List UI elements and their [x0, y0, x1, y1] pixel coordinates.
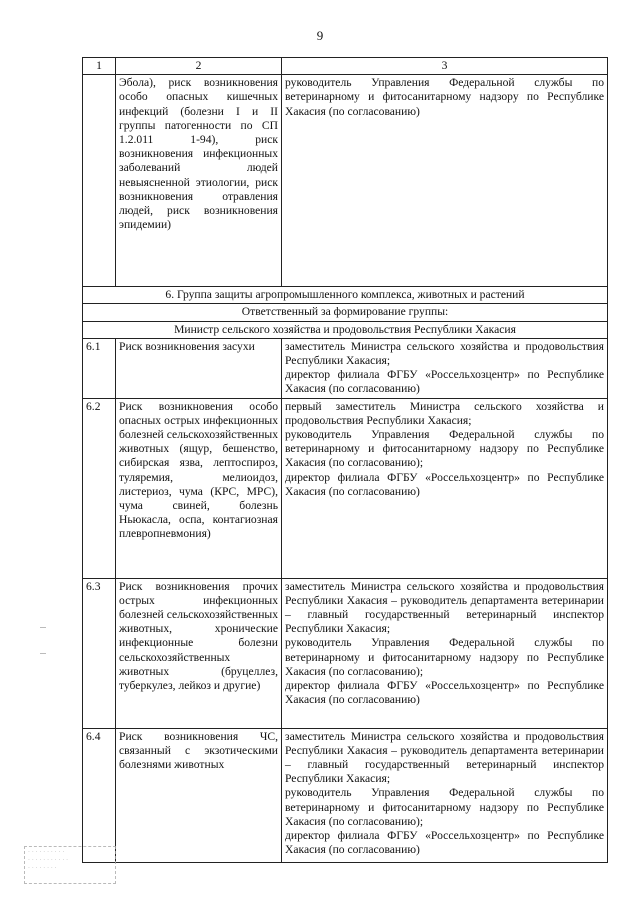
- margin-mark: [40, 653, 46, 654]
- responsible-entry: заместитель Министра сельского хозяйства и продовольствия Республики Хакасия – руководитель департамента ветеринарии – главный государственный ветеринарный инспектор Республики Хакасия;: [285, 729, 604, 786]
- group-responsible-label: Ответственный за формирование группы:: [83, 304, 608, 321]
- group-responsible-name-row: [83, 321, 608, 338]
- registration-stamp: · · · · · · · · · · · · · · · · · · · · · · · · · · · · ·: [24, 846, 116, 884]
- risk-row: [83, 398, 608, 578]
- risk-responsible: [282, 338, 608, 398]
- risk-description: Риск возникновения прочих острых инфекционных болезней сельскохозяйственных животных, хронические инфекционные болезни сельскохозяйственных животных (бруцеллез, туберкулез, лейкоз и другие): [116, 578, 282, 728]
- responsible-entry: заместитель Министра сельского хозяйства и продовольствия Республики Хакасия;: [285, 339, 604, 368]
- risk-row-number: 6.1: [83, 338, 116, 398]
- continuation-row: [83, 75, 608, 287]
- group-responsible-label-row: [83, 304, 608, 321]
- responsible-entry: заместитель Министра сельского хозяйства и продовольствия Республики Хакасия – руководитель департамента ветеринарии – главный государственный ветеринарный инспектор Республики Хакасия;: [285, 579, 604, 636]
- responsible-entry: первый заместитель Министра сельского хозяйства и продовольствия Республики Хакасия;: [285, 399, 604, 427]
- header-col-2: 2: [116, 58, 282, 75]
- responsible-entry: директор филиала ФГБУ «Россельхозцентр» по Республике Хакасия (по согласованию): [285, 470, 604, 498]
- responsible-entry: директор филиала ФГБУ «Россельхозцентр» по Республике Хакасия (по согласованию): [285, 368, 604, 396]
- risk-row: [83, 338, 608, 398]
- responsible-entry: директор филиала ФГБУ «Россельхозцентр» по Республике Хакасия (по согласованию): [285, 679, 604, 707]
- risk-row: [83, 728, 608, 862]
- page-number: 9: [316, 28, 324, 43]
- header-col-1: 1: [83, 58, 116, 75]
- risk-description: Риск возникновения особо опасных острых инфекционных болезней сельскохозяйственных животных (ящур, бешенство, сибирская язва, лептоспироз, туляремия, мелиоидоз, листериоз, чума (КРС, МРС), чума свиней, болезнь Ньюкасла, оспа, контагиозная плевропневмония): [116, 398, 282, 578]
- margin-mark: [40, 627, 46, 628]
- risk-responsible: [282, 398, 608, 578]
- responsible-entry: руководитель Управления Федеральной службы по ветеринарному и фитосанитарному надзору по Республике Хакасия (по согласованию);: [285, 786, 604, 828]
- risk-responsible: [282, 578, 608, 728]
- risk-row-number: 6.2: [83, 398, 116, 578]
- risk-description: Риск возникновения засухи: [116, 338, 282, 398]
- group-title: 6. Группа защиты агропромышленного комплекса, животных и растений: [83, 287, 608, 304]
- group-responsible-name: Министр сельского хозяйства и продовольствия Республики Хакасия: [83, 321, 608, 338]
- risk-row: [83, 578, 608, 728]
- header-col-3: 3: [282, 58, 608, 75]
- continuation-responsible: руководитель Управления Федеральной службы по ветеринарному и фитосанитарному надзору по Республике Хакасия (по согласованию): [282, 75, 608, 287]
- responsible-entry: руководитель Управления Федеральной службы по ветеринарному и фитосанитарному надзору по Республике Хакасия (по согласованию);: [285, 636, 604, 678]
- responsible-entry: руководитель Управления Федеральной службы по ветеринарному и фитосанитарному надзору по Республике Хакасия (по согласованию);: [285, 428, 604, 470]
- continuation-num: [83, 75, 116, 287]
- group-title-row: [83, 287, 608, 304]
- risk-row-number: 6.4: [83, 728, 116, 862]
- risk-description: Риск возникновения ЧС, связанный с экзотическими болезнями животных: [116, 728, 282, 862]
- risk-responsible: [282, 728, 608, 862]
- continuation-risk: Эбола), риск возникновения особо опасных кишечных инфекций (болезни I и II группы патогенности по СП 1.2.011 1-94), риск возникновения инфекционных заболеваний людей невыясненной этиологии, риск возникновения отравления людей, риск возникновения эпидемии): [116, 75, 282, 287]
- risk-row-number: 6.3: [83, 578, 116, 728]
- responsible-entry: директор филиала ФГБУ «Россельхозцентр» по Республике Хакасия (по согласованию): [285, 829, 604, 857]
- table-header-row: [83, 58, 608, 75]
- responsibility-table: [82, 57, 608, 863]
